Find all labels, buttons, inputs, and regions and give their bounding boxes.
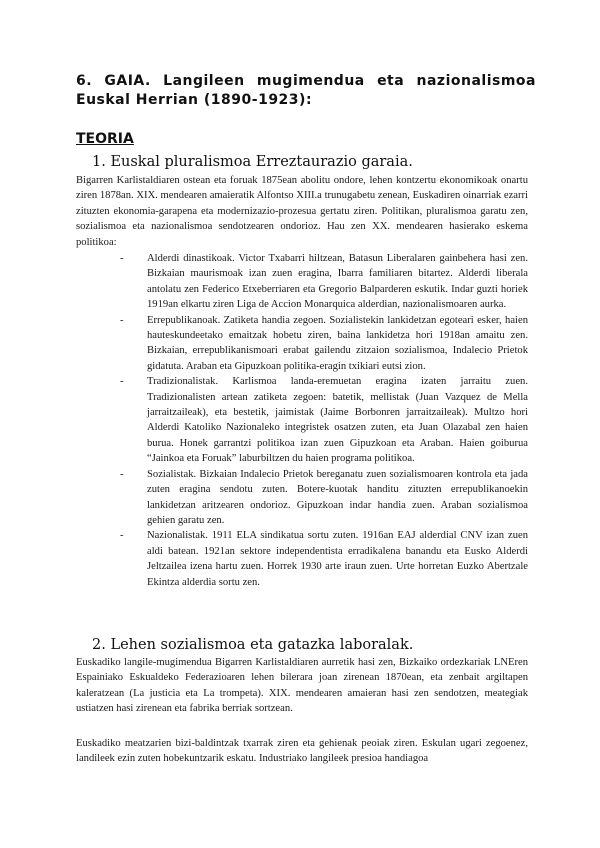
list-item-text: Tradizionalistak. Karlismoa landa-eremuetan eragina izaten jarraitu zuen. Tradizionalisten artean zatiketa zegoen: batetik, mellistak (Juan Vazquez de Mella jarraitzaileak), eta bestetik, jaimistak (Jaime Borbonren jarraitzaileak). Multzo hori Alderdi Katoliko Nazionaleko integristek osatzen zuten, eta Juan Olazabal zen haien burua. Honek garrantzi politikoa izan zuen Gipuzkoan eta Araban. Haien goiburua “Jainkoa eta Foruak” laburbiltzen du haien programa politikoa. [147, 376, 528, 465]
section-2-paragraph-2: Euskadiko meatzarien bizi-baldintzak txarrak ziren eta gehienak peoiak ziren. Eskulan ugari zegoenez, landileek ezin zuten hobekuntzarik eskatu. Industriako langileek presioa handiagoa [76, 738, 528, 765]
bullet-dash: - [120, 253, 124, 264]
section-1-intro: Bigarren Karlistaldiaren ostean eta foruak 1875ean abolitu ondore, lehen kontzertu ekonomikoak onartu ziren 1878an. XIX. mendearen amaieratik Alfontso XIII.a trunugabetu zenean, Euskadiren oinarriak ezarri zituzten ekonomia-garapena eta modernizazio-prozesua gertatu ziren. Politikan, pluralismoa garatu zen, sozialismoa eta nazionalismoa sendotzearen ondorioz. Hau zen XX. mendearen hasierako eskema politikoa: [76, 175, 528, 248]
list-item-text: Sozialistak. Bizkaian Indalecio Prietok bereganatu zuen sozialismoaren kontrola eta jada zuten eragina sendotu zuten. Botere-kuotak handitu zituzten errepublikanoekin lankidetzan aritzearen ondorioz. Gipuzkoan indar handia zuen. Araban sozialismoa gehien garatu zen. [147, 468, 528, 526]
document-title: 6. GAIA. Langileen mugimendua eta nazionalismoa Euskal Herrian (1890-1923): [76, 73, 536, 108]
section-2-paragraph-1: Euskadiko langile-mugimendua Bigarren Karlistaldiaren aurretik hasi zen, Bizkaiko ordezkariak LNEren Espainiako Eskualdeko Federazioaren lehen bilerara joan zirenean 1870ean, eta zenbait argiltapen kaleratzean (La justicia eta La trompeta). XIX. mendearen amaieran hasi zen sendotzen, meategiak ustiatzen hasi zirenean eta fabrika berriak sortzean. [76, 657, 528, 715]
bullet-dash: - [120, 314, 124, 326]
section-label-teoria: TEORIA [76, 131, 134, 147]
list-item [76, 313, 528, 375]
section-2-heading: 2. Lehen sozialismoa eta gatazka laboralak. [92, 637, 414, 653]
list-item [76, 374, 528, 466]
list-item-text: Nazionalistak. 1911 ELA sindikatua sortu zuten. 1916an EAJ alderdial CNV izan zuen aldi batean. 1921an sektore independentista erradikalena banandu eta Eusko Alderdi Jeltzailea izena hartu zuen. Horrek 1930 arte iraun zuen. Urte horretan Euzko Abertzale Ekintza alderdia sortu zen. [147, 530, 528, 588]
bullet-dash: - [120, 530, 124, 542]
bullet-dash: - [120, 376, 124, 388]
list-item-text: Alderdi dinastikoak. Victor Txabarri hiltzean, Batasun Liberalaren gainbehera hasi zen. Bizkaian maurismoak izan zuen eragina, Ibarra familiaren bitartez. Alderdi liberala antolatu zen Federico Etxeberriaren eta Gregorio Balparderen eskutik. Indar guzti horiek 1919an elkartu ziren Liga de Accion Monarquica alderdian, nazionalismoaren aurka. [147, 253, 528, 311]
section-1-heading: 1. Euskal pluralismoa Erreztaurazio garaia. [92, 154, 413, 170]
list-item [76, 528, 528, 590]
list-item-text: Errepublikanoak. Zatiketa handia zegoen. Sozialistekin lankidetzan egoteari esker, haien hauteskundeetako emaitzak hobetu ziren, baina lankidetza hori 1918an amaitu zen. Bizkaian, errepublikanismoari erabat gailendu zitzaion sozialismoa, Indalecio Prietok gidatuta. Araban eta Gipuzkoan politika-eragin txikiari eutsi zion. [147, 314, 528, 372]
list-item [76, 251, 528, 313]
section-1-bullet-list [76, 251, 528, 590]
bullet-dash: - [120, 468, 124, 480]
list-item [76, 467, 528, 529]
